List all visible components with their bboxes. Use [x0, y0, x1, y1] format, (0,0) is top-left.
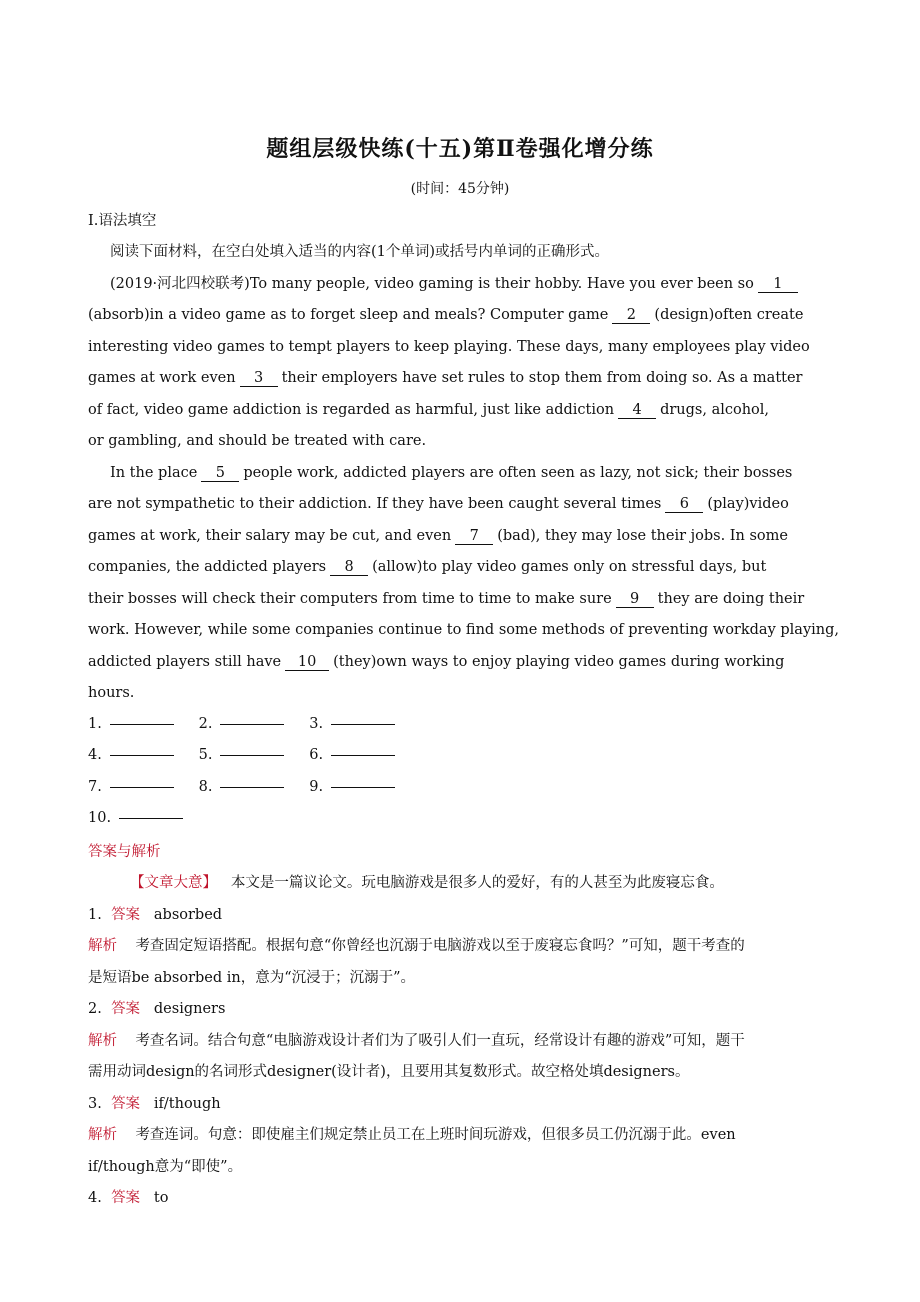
answer-field-7[interactable]: [110, 787, 174, 788]
answer-field-2[interactable]: [220, 724, 284, 725]
passage-line: companies, the addicted players 8 (allow)to play video games only on stressful days, but: [88, 559, 767, 575]
answer-field-8[interactable]: [220, 787, 284, 788]
passage-line: (2019·河北四校联考)To many people, video gaming is their hobby. Have you ever been so 1: [110, 274, 802, 294]
answer-field-9[interactable]: [331, 787, 395, 788]
passage-line: hours.: [88, 685, 135, 701]
blank-5[interactable]: 5: [201, 465, 239, 482]
blank-7[interactable]: 7: [455, 528, 493, 545]
answer-1: 1. 答案 absorbed: [88, 907, 223, 923]
blank-10[interactable]: 10: [285, 654, 329, 671]
answer-field-4[interactable]: [110, 755, 174, 756]
answer-field-5[interactable]: [220, 755, 284, 756]
passage-line: In the place 5 people work, addicted players are often seen as lazy, not sick; their bosses: [110, 465, 793, 481]
passage-line: games at work even 3 their employers have set rules to stop them from doing so. As a matter: [88, 370, 803, 386]
passage-line: games at work, their salary may be cut, and even 7 (bad), they may lose their jobs. In some: [88, 528, 788, 544]
answer-row: 1. 2. 3.: [88, 716, 415, 732]
time-limit: (时间：45分钟): [410, 181, 510, 197]
answer-field-1[interactable]: [110, 724, 174, 725]
passage-line: or gambling, and should be treated with care.: [88, 433, 427, 449]
analysis-1: 解析 考查固定短语搭配。根据句意“你曾经也沉溺于电脑游戏以至于废寝忘食吗？”可知，题干考查的: [88, 938, 745, 954]
answer-field-3[interactable]: [331, 724, 395, 725]
answers-heading: 答案与解析: [88, 844, 161, 860]
summary-tag: 【文章大意】: [130, 875, 217, 891]
analysis-2: 解析 考查名词。结合句意“电脑游戏设计者们为了吸引人们一直玩，经常设计有趣的游戏”可知，题干: [88, 1033, 745, 1049]
answer-row: 4. 5. 6.: [88, 747, 415, 763]
answer-row: 7. 8. 9.: [88, 779, 415, 795]
blank-8[interactable]: 8: [330, 559, 368, 576]
instruction: 阅读下面材料，在空白处填入适当的内容(1个单词)或括号内单词的正确形式。: [110, 244, 610, 260]
analysis-1-cont: 是短语be absorbed in，意为“沉浸于；沉溺于”。: [88, 970, 416, 986]
blank-9[interactable]: 9: [616, 591, 654, 608]
answer-field-6[interactable]: [331, 755, 395, 756]
analysis-2-cont: 需用动词design的名词形式designer(设计者)，且要用其复数形式。故空格处填designers。: [88, 1064, 690, 1080]
section-heading: Ⅰ.语法填空: [88, 213, 157, 229]
analysis-3: 解析 考查连词。句意：即使雇主们规定禁止员工在上班时间玩游戏，但很多员工仍沉溺于此。even: [88, 1127, 736, 1143]
summary: 【文章大意】 本文是一篇议论文。玩电脑游戏是很多人的爱好，有的人甚至为此废寝忘食。: [130, 875, 724, 891]
passage-line: their bosses will check their computers from time to time to make sure 9 they are doing their: [88, 591, 805, 607]
passage-line: addicted players still have 10 (they)own ways to enjoy playing video games during working: [88, 654, 785, 670]
passage-line: work. However, while some companies continue to find some methods of preventing workday playing,: [88, 622, 840, 638]
answer-row: 10.: [88, 810, 194, 826]
answer-3: 3. 答案 if/though: [88, 1096, 221, 1112]
analysis-3-cont: if/though意为“即使”。: [88, 1159, 243, 1175]
passage-line: interesting video games to tempt players to keep playing. These days, many employees play video: [88, 339, 810, 355]
passage-line: are not sympathetic to their addiction. If they have been caught several times 6 (play)video: [88, 496, 789, 512]
answer-4: 4. 答案 to: [88, 1190, 169, 1206]
page-title: 题组层级快练(十五)第Ⅱ卷强化增分练: [266, 136, 654, 162]
passage-line: of fact, video game addiction is regarded as harmful, just like addiction 4 drugs, alcohol,: [88, 402, 770, 418]
blank-3[interactable]: 3: [240, 370, 278, 387]
answer-field-10[interactable]: [119, 818, 183, 819]
blank-2[interactable]: 2: [612, 307, 650, 324]
blank-1[interactable]: 1: [758, 276, 798, 293]
answer-2: 2. 答案 designers: [88, 1001, 226, 1017]
blank-6[interactable]: 6: [665, 496, 703, 513]
blank-4[interactable]: 4: [618, 402, 656, 419]
passage-line: (absorb)in a video game as to forget sleep and meals? Computer game 2 (design)often create: [88, 307, 804, 323]
